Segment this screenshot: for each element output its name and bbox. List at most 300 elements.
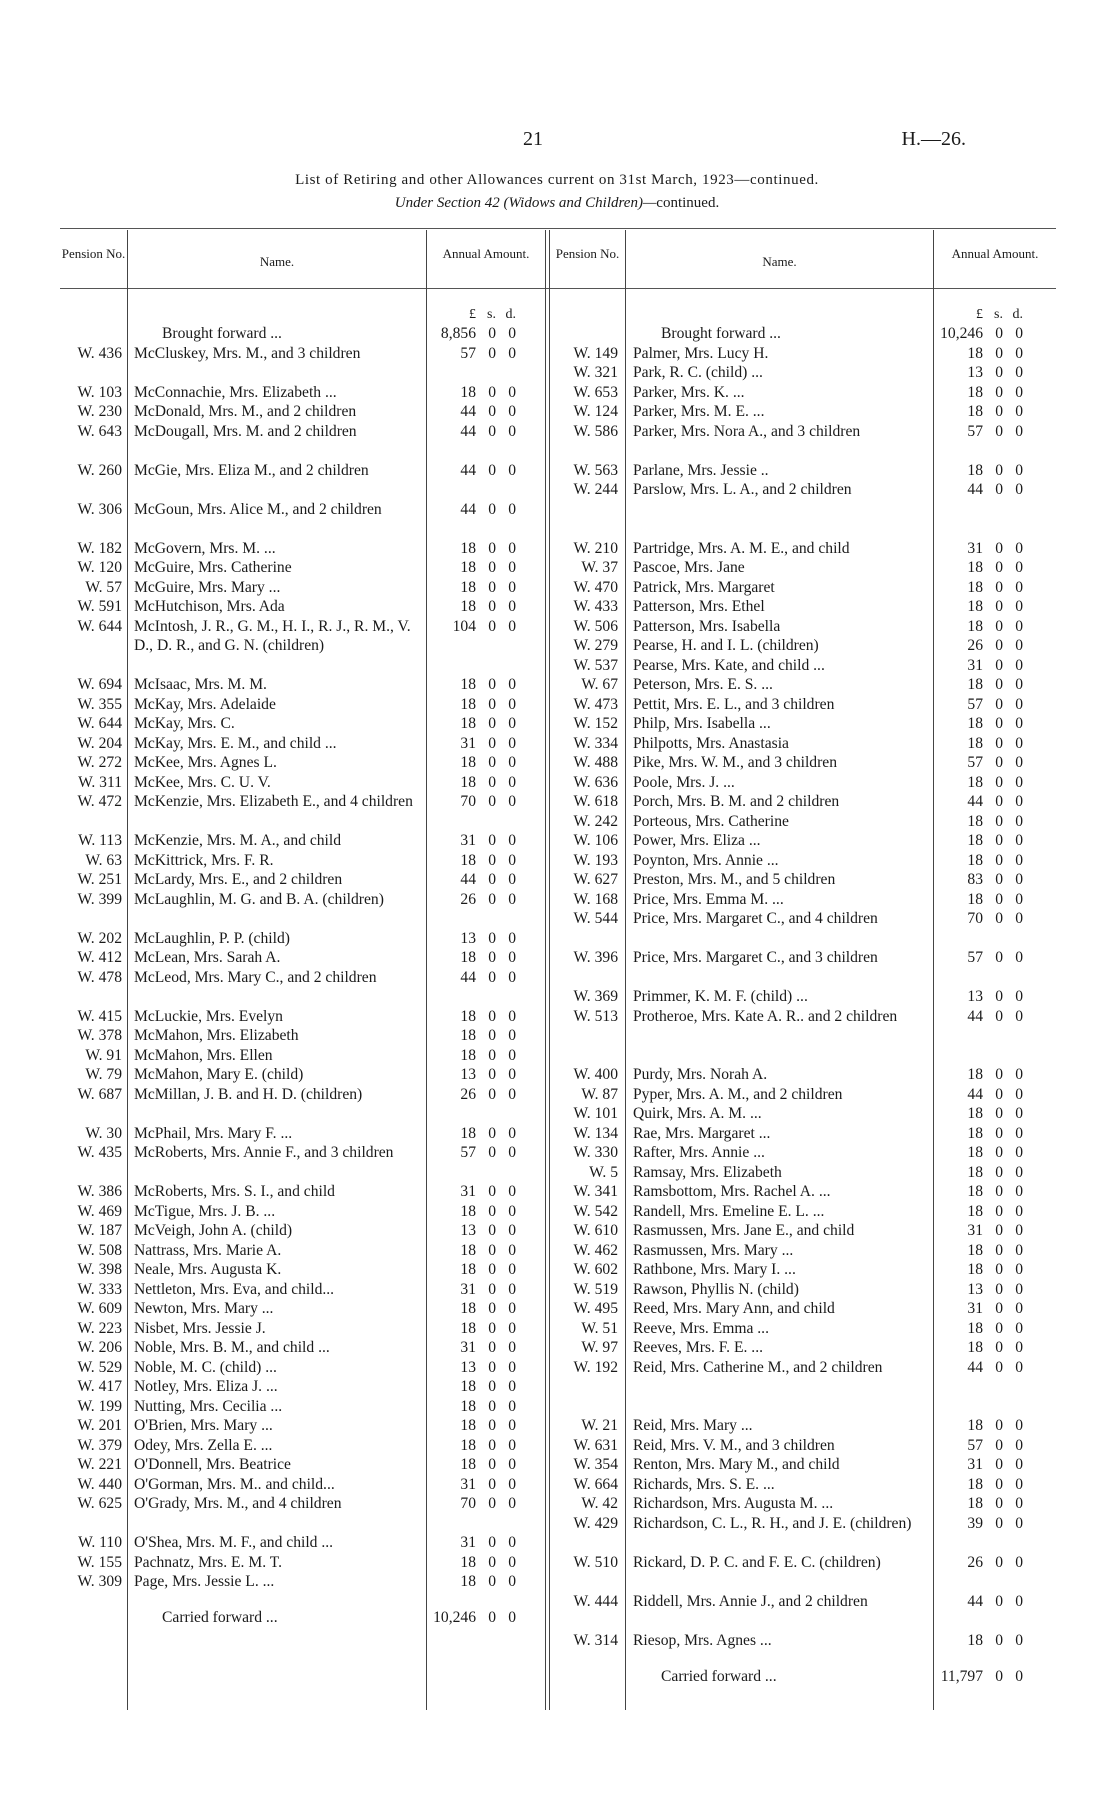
amount-shillings: 0 (995, 364, 1003, 381)
pensioner-name: Pike, Mrs. W. M., and 3 children (633, 754, 838, 771)
amount-pounds: 18 (967, 832, 983, 849)
pension-number: W. 664 (573, 1475, 618, 1493)
amount-shillings: 0 (488, 1046, 496, 1064)
annual-amount (937, 987, 1023, 1007)
amount-pence: 0 (1015, 1105, 1023, 1122)
pensioner-name: McGovern, Mrs. M. ... (134, 539, 276, 557)
pension-number: W. 591 (77, 598, 122, 615)
amount-pence: 0 (1015, 890, 1023, 908)
pension-number: W. 417 (77, 1378, 122, 1395)
amount-shillings: 0 (488, 383, 496, 401)
pensioner-name: McMahon, Mrs. Elizabeth (134, 1027, 299, 1044)
pension-number: W. 21 (581, 1417, 618, 1434)
amount-pounds: 13 (460, 1066, 476, 1083)
annual-amount (937, 1007, 1023, 1027)
amount-pounds: 13 (967, 364, 983, 381)
table-row (0, 1514, 1114, 1553)
amount-pence: 0 (1015, 871, 1023, 888)
amount-pence: 0 (508, 617, 516, 635)
amount-pence: 0 (508, 1609, 516, 1627)
amount-pounds: 18 (967, 851, 983, 869)
table-row (0, 1007, 1114, 1046)
amount-pounds: 57 (967, 422, 983, 440)
amount-pounds: 18 (460, 851, 476, 869)
pension-number: W. 513 (573, 1007, 618, 1025)
amount-pounds: 44 (460, 461, 476, 479)
amount-pounds: 18 (460, 676, 476, 693)
amount-pounds: 31 (460, 734, 476, 752)
pensioner-name: Porteous, Mrs. Catherine (633, 812, 789, 830)
amount-shillings: 0 (995, 1495, 1003, 1512)
table-row (0, 831, 1114, 851)
table-row (0, 1338, 1114, 1358)
pensioner-name: Neale, Mrs. Augusta K. (134, 1261, 282, 1278)
amount-pounds: 13 (460, 1222, 476, 1239)
table-row (0, 1085, 1114, 1105)
table-row (0, 1436, 1114, 1456)
amount-shillings: 0 (488, 461, 496, 479)
table-row (0, 870, 1114, 890)
amount-pounds: 18 (967, 1339, 983, 1356)
amount-pence: 0 (508, 1358, 516, 1376)
pension-number: W. 306 (77, 500, 122, 518)
amount-pounds: 18 (460, 1573, 476, 1590)
pensioner-name: Riesop, Mrs. Agnes ... (633, 1631, 772, 1649)
amount-pence: 0 (508, 1553, 516, 1571)
amount-pounds: 18 (967, 383, 983, 401)
pensioner-name: Rafter, Mrs. Annie ... (633, 1144, 765, 1161)
pensioner-name: Pearse, Mrs. Kate, and child ... (633, 656, 825, 674)
amount-shillings: 0 (488, 1573, 496, 1590)
annual-amount (937, 383, 1023, 403)
pensioner-name: Noble, M. C. (child) ... (134, 1358, 277, 1376)
pension-number: W. 609 (77, 1300, 122, 1317)
pensioner-name: Renton, Mrs. Mary M., and child (633, 1456, 840, 1473)
pension-number: W. 110 (78, 1534, 122, 1551)
pensioner-name: Notley, Mrs. Eliza J. ... (134, 1378, 278, 1395)
amount-pence: 0 (508, 1222, 516, 1239)
amount-pence: 0 (508, 403, 516, 420)
pensioner-name: Parslow, Mrs. L. A., and 2 children (633, 481, 852, 498)
amount-shillings: 0 (488, 949, 496, 966)
table-row (0, 578, 1114, 598)
header-amount-left: Annual Amount. (442, 246, 530, 261)
amount-pounds: 26 (967, 637, 983, 654)
pension-number: W. 309 (77, 1573, 122, 1590)
amount-pence: 0 (508, 1378, 516, 1395)
annual-amount (937, 1592, 1023, 1612)
amount-pounds: 18 (967, 1495, 983, 1512)
amount-pence: 0 (508, 773, 516, 791)
annual-amount (937, 1319, 1023, 1339)
amount-pounds: 18 (460, 539, 476, 557)
amount-pounds: 31 (460, 1183, 476, 1200)
pensioner-name: McTigue, Mrs. J. B. ... (134, 1202, 276, 1220)
pension-number: W. 398 (77, 1261, 122, 1278)
pension-number: W. 470 (573, 578, 618, 596)
amount-pence: 0 (508, 1456, 516, 1473)
table-row (0, 636, 1114, 656)
amount-pounds: 44 (460, 403, 476, 420)
header-name-left: Name. (259, 254, 295, 269)
amount-shillings: 0 (488, 1456, 496, 1473)
amount-pounds: 13 (967, 988, 983, 1005)
pension-number: W. 272 (77, 754, 122, 771)
amount-shillings: 0 (488, 598, 496, 615)
pension-number: W. 643 (77, 422, 122, 440)
pension-number: W. 355 (77, 695, 122, 713)
amount-shillings: 0 (488, 695, 496, 713)
annual-amount (937, 909, 1023, 929)
amount-shillings: 0 (995, 1085, 1003, 1103)
pension-number: W. 542 (573, 1202, 618, 1220)
table-row (0, 1163, 1114, 1183)
pensioner-name: McIntosh, J. R., G. M., H. I., R. J., R. M., V. D., D. R., and G. N. (children) (134, 617, 411, 654)
table-row (0, 1416, 1114, 1436)
amount-pounds: 18 (967, 1144, 983, 1161)
pensioner-name: McCluskey, Mrs. M., and 3 children (134, 344, 361, 362)
amount-shillings: 0 (995, 1319, 1003, 1337)
amount-shillings: 0 (995, 539, 1003, 557)
pension-number: W. 433 (573, 598, 618, 615)
table-row (0, 1592, 1114, 1631)
amount-pence: 0 (508, 1436, 516, 1454)
header-amount-right: Annual Amount. (951, 246, 1039, 261)
pensioner-name: McKee, Mrs. Agnes L. (134, 754, 277, 771)
amount-shillings: 0 (488, 1358, 496, 1376)
table-row (0, 539, 1114, 559)
amount-pounds: 18 (967, 1124, 983, 1142)
amount-pounds: 70 (967, 910, 983, 927)
pensioner-name: McKee, Mrs. C. U. V. (134, 773, 271, 791)
amount-pounds: 44 (967, 1592, 983, 1610)
amount-pence: 0 (508, 1300, 516, 1317)
table-row (0, 383, 1114, 403)
brought-forward-label: Brought forward ... (162, 325, 282, 342)
pounds-unit: £ (976, 307, 983, 322)
amount-pounds: 18 (460, 1436, 476, 1454)
annual-amount (937, 422, 1023, 442)
pensioner-name: Reid, Mrs. V. M., and 3 children (633, 1436, 835, 1454)
table-row (0, 890, 1114, 910)
table-row (0, 1046, 1114, 1066)
amount-pence: 0 (508, 754, 516, 771)
amount-pence: 0 (1015, 422, 1023, 440)
amount-pounds: 44 (967, 1358, 983, 1376)
amount-pence: 0 (1015, 656, 1023, 674)
amount-pounds: 31 (967, 656, 983, 674)
pension-number: W. 321 (573, 364, 618, 381)
amount-shillings: 0 (995, 1105, 1003, 1122)
amount-pence: 0 (508, 539, 516, 557)
pensioner-name: O'Brien, Mrs. Mary ... (134, 1417, 273, 1434)
pensioner-name: Pettit, Mrs. E. L., and 3 children (633, 695, 835, 713)
pension-number: W. 687 (77, 1085, 122, 1103)
amount-pence: 0 (1015, 832, 1023, 849)
pension-number: W. 544 (573, 910, 618, 927)
units-left (430, 305, 516, 325)
amount-pence: 0 (508, 832, 516, 849)
amount-shillings: 0 (995, 1417, 1003, 1434)
amount-pounds: 18 (460, 1300, 476, 1317)
amount-pence: 0 (1015, 1085, 1023, 1103)
amount-pounds: 18 (967, 676, 983, 693)
pension-number: W. 644 (77, 715, 122, 732)
amount-pence: 0 (1015, 1144, 1023, 1161)
carried-forward-amount (937, 1667, 1023, 1687)
amount-pence: 0 (1015, 1667, 1023, 1685)
amount-pounds: 18 (967, 1631, 983, 1649)
pensioner-name: McKay, Mrs. E. M., and child ... (134, 734, 337, 752)
pensioner-name: Reid, Mrs. Catherine M., and 2 children (633, 1358, 883, 1376)
amount-shillings: 0 (488, 422, 496, 440)
pensioner-name: McLaughlin, M. G. and B. A. (children) (134, 890, 384, 908)
amount-pounds: 44 (967, 793, 983, 810)
amount-shillings: 0 (995, 695, 1003, 713)
amount-shillings: 0 (995, 1202, 1003, 1220)
pensioner-name: Nisbet, Mrs. Jessie J. (134, 1319, 266, 1337)
annual-amount (937, 695, 1023, 715)
amount-pounds: 18 (460, 754, 476, 771)
amount-pence: 0 (508, 929, 516, 947)
amount-pounds: 18 (460, 715, 476, 732)
table-row (0, 402, 1114, 422)
amount-shillings: 0 (995, 1124, 1003, 1142)
amount-pence: 0 (1015, 988, 1023, 1005)
annual-amount (937, 1085, 1023, 1105)
pensioner-name: McRoberts, Mrs. Annie F., and 3 children (134, 1144, 394, 1161)
pension-number: W. 653 (573, 383, 618, 401)
amount-pence: 0 (1015, 1241, 1023, 1259)
table-row (0, 1202, 1114, 1222)
amount-pence: 0 (1015, 539, 1023, 557)
annual-amount (937, 1260, 1023, 1280)
amount-pounds: 18 (460, 1202, 476, 1220)
amount-pence: 0 (1015, 1163, 1023, 1181)
amount-shillings: 0 (488, 1397, 496, 1415)
annual-amount (937, 753, 1023, 773)
amount-pounds: 18 (460, 1378, 476, 1395)
pension-number: W. 149 (573, 344, 618, 362)
annual-amount (937, 1631, 1023, 1651)
amount-pence: 0 (1015, 1124, 1023, 1142)
amount-shillings: 0 (488, 734, 496, 752)
annual-amount (937, 1514, 1023, 1534)
pensioner-name: Ramsbottom, Mrs. Rachel A. ... (633, 1183, 831, 1200)
amount-shillings: 0 (488, 968, 496, 986)
pensioner-name: Parker, Mrs. Nora A., and 3 children (633, 422, 861, 440)
amount-pounds: 31 (967, 539, 983, 557)
amount-pounds: 31 (460, 832, 476, 849)
amount-shillings: 0 (995, 325, 1003, 342)
amount-shillings: 0 (995, 734, 1003, 752)
amount-pence: 0 (1015, 1339, 1023, 1356)
amount-pence: 0 (1015, 481, 1023, 498)
pension-number: W. 436 (77, 344, 122, 362)
pensioner-name: Richardson, Mrs. Augusta M. ... (633, 1495, 834, 1512)
annual-amount (937, 792, 1023, 812)
header-pension-no-left: Pension No. (61, 246, 126, 261)
pension-number: W. 182 (77, 539, 122, 557)
amount-shillings: 0 (488, 754, 496, 771)
amount-pounds: 18 (967, 715, 983, 732)
amount-shillings: 0 (488, 1222, 496, 1239)
amount-pence: 0 (1015, 1222, 1023, 1239)
amount-shillings: 0 (995, 871, 1003, 888)
brought-forward-label: Brought forward ... (661, 325, 781, 342)
amount-pounds: 18 (967, 617, 983, 635)
pensioner-name: Nattrass, Mrs. Marie A. (134, 1241, 282, 1259)
pensioner-name: McIsaac, Mrs. M. M. (134, 676, 267, 693)
amount-pence: 0 (508, 1573, 516, 1590)
amount-pence: 0 (1015, 1456, 1023, 1473)
amount-shillings: 0 (488, 1144, 496, 1161)
annual-amount (937, 1494, 1023, 1514)
pension-number: W. 529 (77, 1358, 122, 1376)
table-row (0, 773, 1114, 793)
table-row (0, 344, 1114, 364)
amount-shillings: 0 (995, 754, 1003, 771)
pensioner-name: Pachnatz, Mrs. E. M. T. (134, 1553, 282, 1571)
pension-number: W. 42 (581, 1495, 618, 1512)
amount-pence: 0 (508, 1261, 516, 1278)
amount-shillings: 0 (488, 403, 496, 420)
pension-number: W. 87 (581, 1085, 618, 1103)
amount-shillings: 0 (488, 1202, 496, 1220)
annual-amount (937, 734, 1023, 754)
amount-pounds: 18 (460, 559, 476, 576)
amount-pence: 0 (1015, 1183, 1023, 1200)
table-row (0, 734, 1114, 754)
pensioner-name: Poole, Mrs. J. ... (633, 773, 735, 791)
pension-number: W. 444 (573, 1592, 618, 1610)
amount-pounds: 18 (460, 949, 476, 966)
amount-pence: 0 (1015, 364, 1023, 381)
pension-number: W. 155 (77, 1553, 122, 1571)
shillings-unit: s. (487, 307, 496, 322)
amount-shillings: 0 (488, 715, 496, 732)
pension-number: W. 429 (573, 1514, 618, 1532)
pension-number: W. 193 (573, 851, 618, 869)
pension-number: W. 415 (77, 1007, 122, 1025)
table-row (0, 909, 1114, 948)
table-row (0, 597, 1114, 617)
pension-number: W. 378 (77, 1027, 122, 1044)
table-row (0, 1260, 1114, 1280)
annual-amount (937, 480, 1023, 500)
amount-pounds: 57 (967, 695, 983, 713)
annual-amount (937, 558, 1023, 578)
pensioner-name: McConnachie, Mrs. Elizabeth ... (134, 383, 337, 401)
amount-pence: 0 (1015, 1592, 1023, 1610)
amount-shillings: 0 (488, 773, 496, 791)
annual-amount (937, 1436, 1023, 1456)
amount-pence: 0 (508, 1183, 516, 1200)
amount-shillings: 0 (488, 1436, 496, 1454)
amount-pence: 0 (1015, 910, 1023, 927)
pension-number: W. 120 (77, 559, 122, 576)
table-row (0, 461, 1114, 481)
amount-pounds: 31 (460, 1534, 476, 1551)
amount-pence: 0 (1015, 1300, 1023, 1317)
amount-pounds: 44 (460, 500, 476, 518)
amount-pounds: 18 (967, 1163, 983, 1181)
pensioner-name: Richardson, C. L., R. H., and J. E. (children) (633, 1514, 912, 1532)
amount-shillings: 0 (995, 1222, 1003, 1239)
amount-pence: 0 (508, 734, 516, 752)
pensioner-name: McHutchison, Mrs. Ada (134, 598, 285, 615)
annual-amount (937, 636, 1023, 656)
pensioner-name: Noble, Mrs. B. M., and child ... (134, 1339, 330, 1356)
pension-number: W. 113 (78, 832, 122, 849)
amount-pounds: 31 (967, 1222, 983, 1239)
amount-shillings: 0 (995, 656, 1003, 674)
amount-pounds: 18 (460, 1241, 476, 1259)
amount-shillings: 0 (488, 1280, 496, 1298)
amount-shillings: 0 (995, 1667, 1003, 1685)
table-row (0, 1299, 1114, 1319)
pension-number: W. 187 (77, 1222, 122, 1239)
amount-pence: 0 (1015, 1553, 1023, 1571)
amount-pence: 0 (1015, 461, 1023, 479)
document-reference: H.—26. (901, 128, 966, 150)
amount-pence: 0 (1015, 1475, 1023, 1493)
pension-number: W. 37 (581, 559, 618, 576)
amount-shillings: 0 (995, 1261, 1003, 1278)
pensioner-name: McGuire, Mrs. Catherine (134, 559, 292, 576)
pension-number: W. 341 (573, 1183, 618, 1200)
table-row (0, 792, 1114, 812)
amount-shillings: 0 (488, 1066, 496, 1083)
amount-pounds: 31 (967, 1456, 983, 1473)
pensioner-name: Page, Mrs. Jessie L. ... (134, 1573, 275, 1590)
amount-shillings: 0 (488, 500, 496, 518)
annual-amount (937, 1104, 1023, 1124)
pension-number: W. 67 (581, 676, 618, 693)
pensioner-name: Nettleton, Mrs. Eva, and child... (134, 1280, 335, 1298)
pension-number: W. 221 (77, 1456, 122, 1473)
amount-pounds: 57 (967, 1436, 983, 1454)
table-row (0, 695, 1114, 715)
amount-pounds: 18 (967, 734, 983, 752)
amount-pence: 0 (1015, 851, 1023, 869)
amount-pence: 0 (508, 1066, 516, 1083)
pensioner-name: Pascoe, Mrs. Jane (633, 559, 745, 576)
pension-number: W. 202 (77, 929, 122, 947)
pension-number: W. 79 (85, 1066, 122, 1083)
pensioner-name: Randell, Mrs. Emeline E. L. ... (633, 1202, 825, 1220)
amount-pence: 0 (1015, 1417, 1023, 1434)
pension-number: W. 354 (573, 1456, 618, 1473)
amount-pounds: 18 (967, 578, 983, 596)
pension-number: W. 625 (77, 1495, 122, 1512)
amount-pounds: 39 (967, 1514, 983, 1532)
amount-pence: 0 (508, 695, 516, 713)
amount-pence: 0 (508, 383, 516, 401)
pensioner-name: Palmer, Mrs. Lucy H. (633, 344, 769, 362)
annual-amount (937, 851, 1023, 871)
amount-shillings: 0 (488, 1085, 496, 1103)
table-row (0, 1553, 1114, 1592)
amount-shillings: 0 (995, 617, 1003, 635)
pensioner-name: Newton, Mrs. Mary ... (134, 1300, 274, 1317)
pension-number: W. 333 (77, 1280, 122, 1298)
amount-pence: 0 (508, 968, 516, 986)
amount-shillings: 0 (995, 793, 1003, 810)
table-row (0, 812, 1114, 832)
pensioner-name: Parker, Mrs. K. ... (633, 383, 745, 401)
shillings-unit: s. (994, 307, 1003, 322)
